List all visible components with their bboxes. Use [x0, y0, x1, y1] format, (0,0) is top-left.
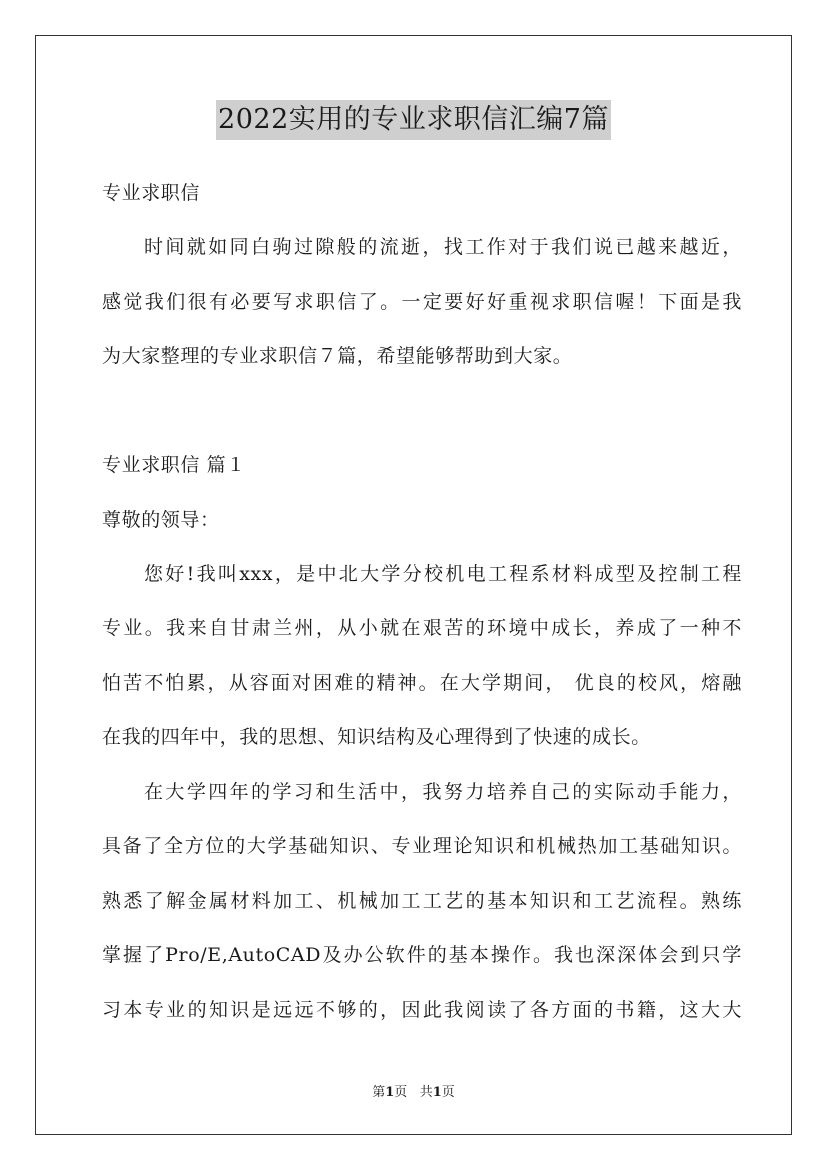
title-container [0, 100, 827, 140]
paragraph2-line-3: 熟悉了解金属材料加工、机械加工工艺的基本知识和工艺流程。熟练 [102, 890, 742, 912]
page-label-suffix: 页 [394, 1085, 408, 1100]
page-footer [0, 1084, 827, 1102]
letter-heading: 专业求职信 篇１ [102, 454, 246, 476]
total-label-prefix: 共 [419, 1085, 433, 1100]
paragraph2-line-2: 具备了全方位的大学基础知识、专业理论知识和机械热加工基础知识。 [102, 835, 742, 857]
paragraph1-line-3: 怕苦不怕累，从容面对困难的精神。在大学期间， 优良的校风，熔融 [102, 672, 742, 694]
section-heading: 专业求职信 [102, 182, 201, 204]
paragraph2-line-1: 在大学四年的学习和生活中，我努力培养自己的实际动手能力， [144, 781, 742, 803]
paragraph1-line-2: 专业。我来自甘肃兰州，从小就在艰苦的环境中成长，养成了一种不 [102, 617, 742, 639]
intro-line-1: 时间就如同白驹过隙般的流逝，找工作对于我们说已越来越近， [144, 236, 742, 258]
page-number: 1 [385, 1085, 395, 1100]
total-pages: 1 [432, 1085, 442, 1100]
paragraph1-line-4: 在我的四年中，我的思想、知识结构及心理得到了快速的成长。 [102, 726, 651, 748]
intro-line-2: 感觉我们很有必要写求职信了。一定要好好重视求职信喔！下面是我 [102, 291, 742, 313]
total-label-suffix: 页 [441, 1085, 455, 1100]
document-title: 2022实用的专业求职信汇编7篇 [216, 100, 611, 140]
salutation: 尊敬的领导： [102, 509, 220, 531]
page-label-prefix: 第 [372, 1085, 386, 1100]
paragraph2-line-5: 习本专业的知识是远远不够的，因此我阅读了各方面的书籍，这大大 [102, 999, 742, 1021]
paragraph1-line-1: 您好!我叫xxx，是中北大学分校机电工程系材料成型及控制工程 [144, 563, 742, 585]
paragraph2-line-4: 掌握了Pro/E,AutoCAD及办公软件的基本操作。我也深深体会到只学 [102, 944, 742, 966]
intro-line-3: 为大家整理的专业求职信７篇，希望能够帮助到大家。 [102, 345, 573, 367]
